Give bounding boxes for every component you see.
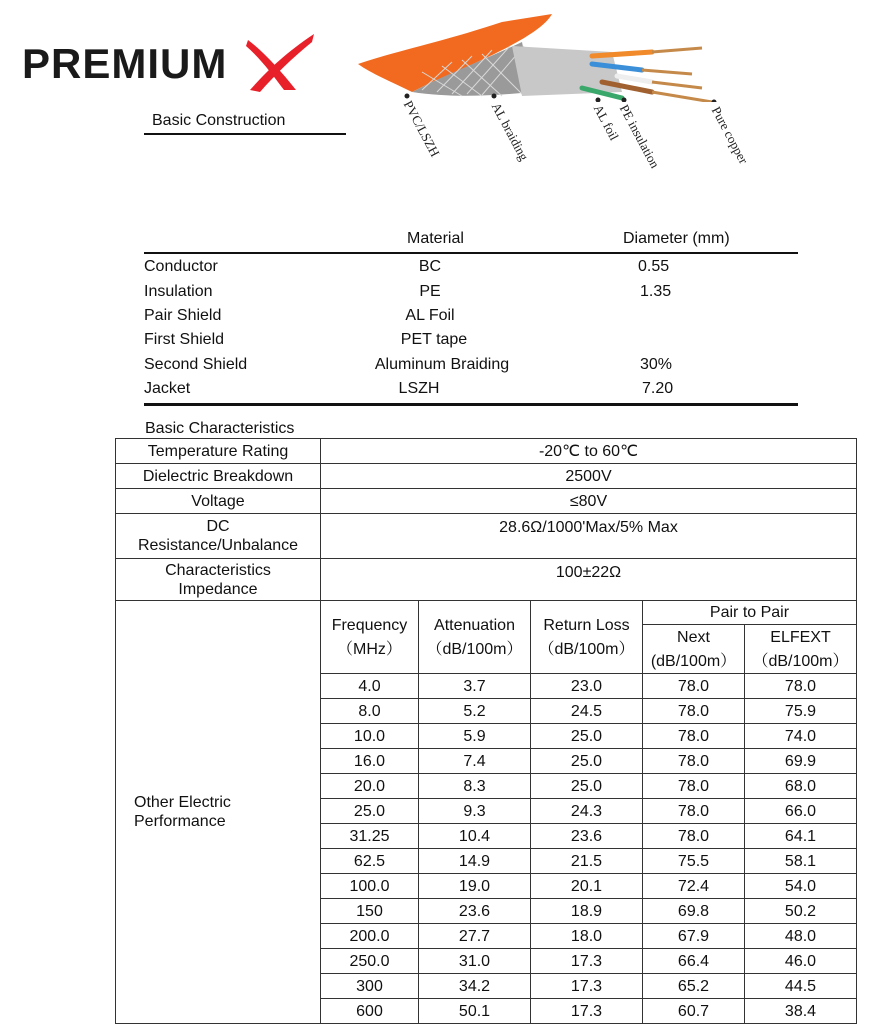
- next-cell: 60.7: [643, 999, 745, 1024]
- rl-cell: 24.3: [531, 799, 643, 824]
- elfext-unit: （dB/100m）: [745, 650, 857, 674]
- rl-cell: 17.3: [531, 974, 643, 999]
- atten-cell: 34.2: [419, 974, 531, 999]
- next-header: Next: [643, 625, 745, 650]
- next-cell: 78.0: [643, 824, 745, 849]
- rl-cell: 21.5: [531, 849, 643, 874]
- rl-cell: 24.5: [531, 699, 643, 724]
- next-cell: 75.5: [643, 849, 745, 874]
- attenuation-header: Attenuation （dB/100m）: [419, 601, 531, 674]
- construction-row: Insulation PE 1.35: [144, 283, 672, 300]
- freq-cell: 200.0: [321, 924, 419, 949]
- elfext-cell: 48.0: [745, 924, 857, 949]
- atten-cell: 7.4: [419, 749, 531, 774]
- rl-cell: 25.0: [531, 749, 643, 774]
- atten-cell: 27.7: [419, 924, 531, 949]
- atten-cell: 23.6: [419, 899, 531, 924]
- elfext-cell: 69.9: [745, 749, 857, 774]
- characteristics-title: Basic Characteristics: [145, 420, 295, 437]
- next-cell: 78.0: [643, 749, 745, 774]
- construction-header: [144, 230, 798, 254]
- elfext-cell: 46.0: [745, 949, 857, 974]
- freq-cell: 100.0: [321, 874, 419, 899]
- elfext-cell: 74.0: [745, 724, 857, 749]
- rl-cell: 17.3: [531, 949, 643, 974]
- table-row: [116, 464, 857, 489]
- elfext-cell: 44.5: [745, 974, 857, 999]
- characteristics-table: [115, 438, 857, 1024]
- construction-row: Conductor BC 0.55: [144, 258, 670, 275]
- construction-row: First Shield PET tape: [144, 331, 468, 348]
- diameter-header: Diameter (mm): [623, 230, 730, 247]
- freq-cell: 20.0: [321, 774, 419, 799]
- next-cell: 78.0: [643, 699, 745, 724]
- table-row: [116, 559, 857, 601]
- elfext-cell: 78.0: [745, 674, 857, 699]
- freq-cell: 4.0: [321, 674, 419, 699]
- table-row: [116, 439, 857, 464]
- atten-cell: 31.0: [419, 949, 531, 974]
- atten-cell: 9.3: [419, 799, 531, 824]
- callout-insulation: PE insulation: [616, 102, 663, 171]
- freq-cell: 250.0: [321, 949, 419, 974]
- rl-cell: 17.3: [531, 999, 643, 1024]
- freq-cell: 600: [321, 999, 419, 1024]
- next-unit: (dB/100m）: [643, 650, 745, 674]
- dc-resistance-value: 28.6Ω/1000'Max/5% Max: [321, 514, 857, 559]
- construction-title: Basic Construction: [152, 112, 286, 129]
- atten-cell: 14.9: [419, 849, 531, 874]
- rl-cell: 25.0: [531, 774, 643, 799]
- brand-name: PREMIUM: [22, 40, 228, 87]
- atten-cell: 8.3: [419, 774, 531, 799]
- rl-cell: 20.1: [531, 874, 643, 899]
- elfext-cell: 38.4: [745, 999, 857, 1024]
- next-cell: 78.0: [643, 799, 745, 824]
- elfext-cell: 54.0: [745, 874, 857, 899]
- callout-foil: AL foil: [590, 102, 622, 143]
- next-cell: 78.0: [643, 724, 745, 749]
- impedance-label: Characteristics Impedance: [116, 559, 321, 601]
- performance-label: Other Electric Performance: [116, 601, 321, 1024]
- header-rule: [144, 252, 798, 254]
- table-row: [116, 514, 857, 559]
- construction-row: Jacket LSZH 7.20: [144, 380, 674, 397]
- freq-cell: 10.0: [321, 724, 419, 749]
- freq-cell: 16.0: [321, 749, 419, 774]
- construction-row: Pair Shield AL Foil: [144, 307, 455, 324]
- cable-illustration: [352, 12, 772, 102]
- table-row: [116, 601, 857, 625]
- atten-cell: 19.0: [419, 874, 531, 899]
- elfext-cell: 75.9: [745, 699, 857, 724]
- callout-jacket: PVC/LSZH: [400, 98, 443, 160]
- temperature-label: Temperature Rating: [116, 439, 321, 464]
- construction-row: Second Shield Aluminum Braiding 30%: [144, 356, 673, 373]
- rl-cell: 18.0: [531, 924, 643, 949]
- next-cell: 65.2: [643, 974, 745, 999]
- table-row: [116, 489, 857, 514]
- dc-resistance-label: DC Resistance/Unbalance: [116, 514, 321, 559]
- next-cell: 78.0: [643, 674, 745, 699]
- breakdown-label: Dielectric Breakdown: [116, 464, 321, 489]
- next-cell: 67.9: [643, 924, 745, 949]
- frequency-header: Frequency （MHz）: [321, 601, 419, 674]
- material-header: Material: [407, 230, 464, 247]
- construction-table: [144, 228, 798, 408]
- rl-cell: 18.9: [531, 899, 643, 924]
- impedance-value: 100±22Ω: [321, 559, 857, 601]
- voltage-label: Voltage: [116, 489, 321, 514]
- next-cell: 69.8: [643, 899, 745, 924]
- atten-cell: 5.9: [419, 724, 531, 749]
- atten-cell: 5.2: [419, 699, 531, 724]
- pair-to-pair-header: Pair to Pair: [643, 601, 857, 625]
- rl-cell: 23.0: [531, 674, 643, 699]
- freq-cell: 8.0: [321, 699, 419, 724]
- freq-cell: 31.25: [321, 824, 419, 849]
- next-cell: 72.4: [643, 874, 745, 899]
- footer-rule: [144, 403, 798, 406]
- elfext-cell: 64.1: [745, 824, 857, 849]
- atten-cell: 3.7: [419, 674, 531, 699]
- rl-cell: 23.6: [531, 824, 643, 849]
- atten-cell: 10.4: [419, 824, 531, 849]
- elfext-header: ELFEXT: [745, 625, 857, 650]
- breakdown-value: 2500V: [321, 464, 857, 489]
- brand-x-mark: [244, 32, 318, 94]
- voltage-value: ≤80V: [321, 489, 857, 514]
- freq-cell: 150: [321, 899, 419, 924]
- freq-cell: 300: [321, 974, 419, 999]
- freq-cell: 62.5: [321, 849, 419, 874]
- rl-cell: 25.0: [531, 724, 643, 749]
- elfext-cell: 66.0: [745, 799, 857, 824]
- freq-cell: 25.0: [321, 799, 419, 824]
- callout-braiding: AL braiding: [488, 100, 532, 164]
- atten-cell: 50.1: [419, 999, 531, 1024]
- next-cell: 78.0: [643, 774, 745, 799]
- return-loss-header: Return Loss （dB/100m）: [531, 601, 643, 674]
- title-underline: [144, 133, 346, 135]
- elfext-cell: 50.2: [745, 899, 857, 924]
- elfext-cell: 58.1: [745, 849, 857, 874]
- temperature-value: -20℃ to 60℃: [321, 439, 857, 464]
- callout-conductor: Pure copper: [708, 104, 752, 167]
- next-cell: 66.4: [643, 949, 745, 974]
- elfext-cell: 68.0: [745, 774, 857, 799]
